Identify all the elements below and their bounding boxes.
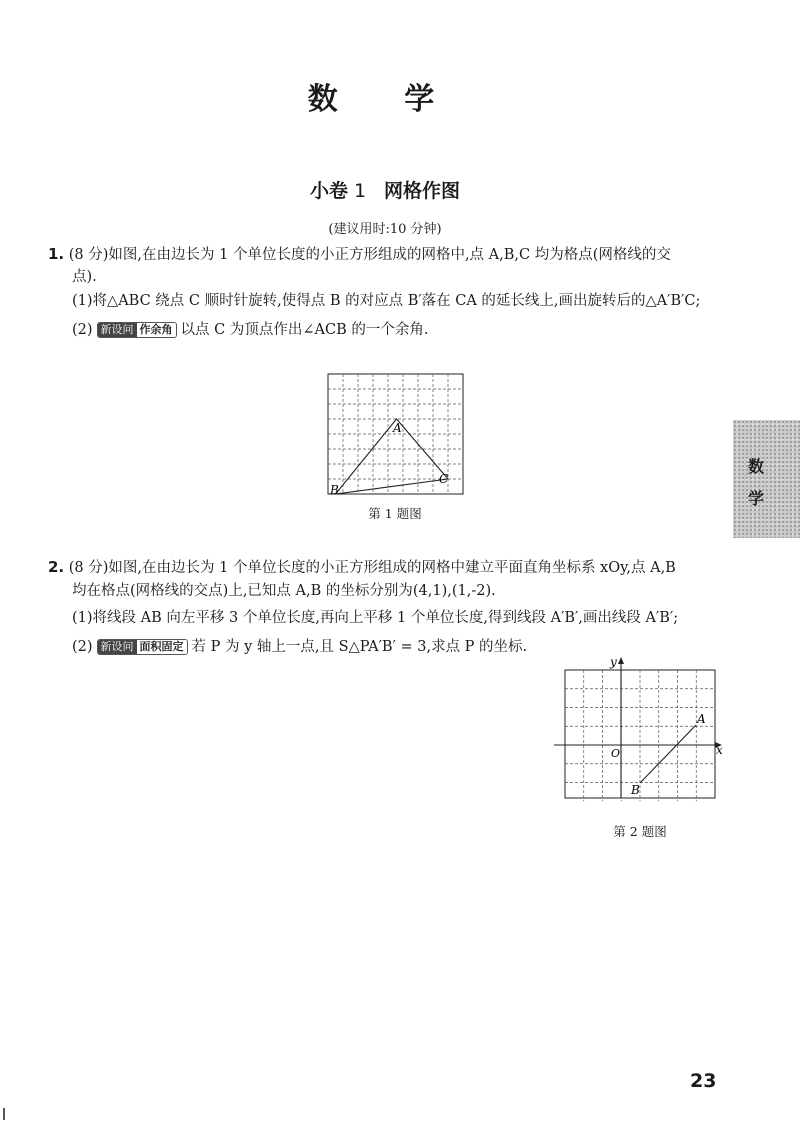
side-tab-char2: 学 — [747, 489, 764, 508]
q2-number: 2. — [48, 558, 65, 576]
q1-part2 — [72, 319, 428, 341]
q1-figure — [320, 366, 470, 502]
section-name: 网格作图 — [384, 180, 461, 202]
q2-caption: 第 2 题图 — [613, 824, 667, 839]
q2-label-y: y — [610, 655, 617, 669]
q2-figure — [552, 653, 732, 805]
q1-label-c: C — [439, 472, 449, 486]
q2-label-x: x — [716, 743, 723, 757]
q1-line1 — [48, 243, 671, 266]
q2-line1 — [48, 556, 676, 579]
q2-part2 — [72, 636, 527, 658]
q2-segment-ab — [640, 725, 696, 783]
q2-part1: (1)将线段 AB 向左平移 3 个单位长度,再向上平移 1 个单位长度,得到线段 A′B′,画出线段 A′B′; — [72, 610, 679, 626]
section-title — [0, 176, 770, 203]
q1-triangle-abc — [336, 419, 449, 494]
q2-label-b: B — [631, 783, 640, 797]
section-number: 1 — [353, 180, 367, 202]
q1-line2: 点). — [72, 269, 97, 285]
q2-y-arrow — [618, 657, 624, 664]
q1-badge-topic: 作余角 — [137, 323, 176, 337]
q1-part2-text: 以点 C 为顶点作出∠ACB 的一个余角. — [180, 322, 429, 338]
subject-side-tab — [733, 420, 800, 538]
q1-number: 1. — [48, 245, 65, 263]
q2-badge-topic: 面积固定 — [137, 640, 187, 654]
q1-new-question-badge — [97, 322, 177, 338]
q2-badge-new: 新设问 — [98, 640, 137, 654]
q2-line2: 均在格点(网格线的交点)上,已知点 A,B 的坐标分别为(4,1),(1,-2). — [72, 583, 496, 599]
q1-stem: (8 分)如图,在由边长为 1 个单位长度的小正方形组成的网格中,点 A,B,C 均为格点(网格线的交 — [68, 247, 671, 263]
q2-label-a: A — [697, 712, 706, 726]
q1-caption: 第 1 题图 — [368, 506, 422, 521]
q2-part2-prefix: (2) — [72, 639, 93, 655]
q2-label-o: O — [611, 747, 621, 760]
q1-part1: (1)将△ABC 绕点 C 顺时针旋转,使得点 B 的对应点 B′落在 CA 的延长线上,画出旋转后的△A′B′C; — [72, 293, 701, 309]
q2-new-question-badge — [97, 639, 188, 655]
page-number: 23 — [690, 1070, 717, 1092]
q2-part2-text: 若 P 为 y 轴上一点,且 S△PA′B′ = 3,求点 P 的坐标. — [191, 639, 528, 655]
section-prefix: 小卷 — [309, 180, 348, 202]
page-title: 数 学 — [307, 82, 463, 117]
side-tab-char1: 数 — [747, 457, 764, 476]
q1-label-a: A — [393, 421, 402, 435]
q1-badge-new: 新设问 — [98, 323, 137, 337]
q1-label-b: B — [330, 483, 339, 497]
q1-part2-prefix: (2) — [72, 322, 93, 338]
q2-grid — [565, 670, 715, 801]
scan-mark — [3, 1108, 5, 1120]
q2-grid-border — [565, 670, 715, 798]
time-hint: (建议用时:10 分钟) — [328, 222, 442, 237]
q2-stem: (8 分)如图,在由边长为 1 个单位长度的小正方形组成的网格中建立平面直角坐标系 xOy,点 A,B — [68, 560, 676, 576]
